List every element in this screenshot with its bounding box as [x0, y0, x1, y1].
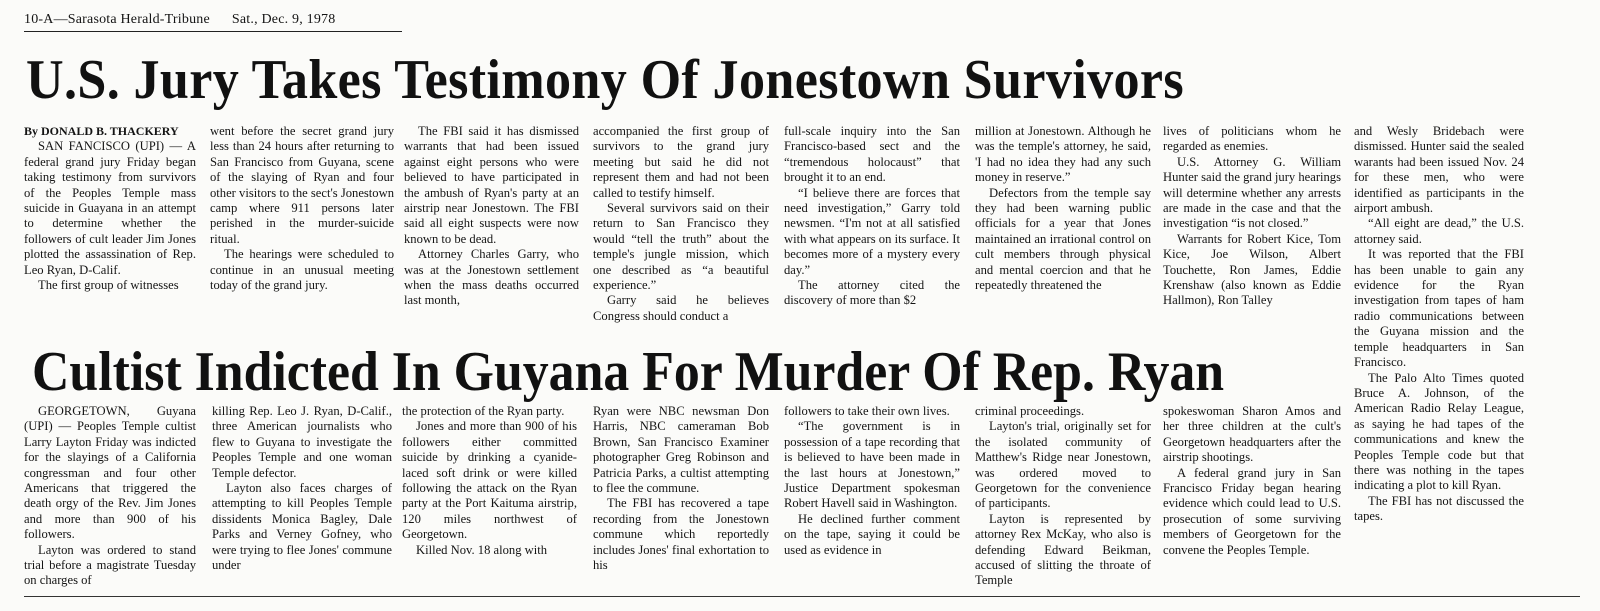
- paragraph: Layton also faces charges of attempting to kill Peoples Temple dissidents Monica Bagley, Dale Parks and Verney Gofney, who were trying to flee Jones' commune under: [212, 481, 392, 573]
- paragraph: million at Jonestown. Although he was the temple's attorney, he said, 'I had no idea they had any such money in reserve.”: [975, 124, 1151, 185]
- story1-column-4: [593, 124, 769, 328]
- headline-jury-testimony: U.S. Jury Takes Testimony Of Jonestown Survivors: [26, 49, 1185, 111]
- paragraph: The first group of witnesses: [38, 278, 179, 293]
- paragraph: spokeswoman Sharon Amos and her three children at the cult's Georgetown headquarters after the airstrip shootings.: [1163, 404, 1341, 465]
- paragraph: accompanied the first group of survivors to the grand jury meeting but said he did not represent them and had not been called to testify himself.: [593, 124, 769, 200]
- paragraph: went before the secret grand jury less than 24 hours after returning to San Francisco from Guyana, scene of the slaying of Ryan and four other visitors to the sect's Jonestown camp where 911 persons later perished in the murder-suicide ritual.: [210, 124, 394, 246]
- story1-column-7: [1163, 124, 1341, 328]
- masthead-section: 10-A—Sarasota Herald-Tribune: [24, 12, 210, 27]
- paragraph: The FBI has recovered a tape recording from the Jonestown commune which reportedly includes Jones' final exhortation to his: [593, 496, 769, 573]
- paragraph: GEORGETOWN, Guyana (UPI) — Peoples Temple cultist Larry Layton Friday was indicted for the slayings of a California congressman and four other Americans that triggered the death orgy of the Rev. Jim Jones and more than 900 of his followers.: [24, 404, 196, 542]
- paragraph: The FBI has not discussed the tapes.: [1354, 493, 1524, 524]
- paragraph: Layton is represented by attorney Rex McKay, who also is defending Edward Beikman, accused of slitting the throate of Temple: [975, 511, 1151, 588]
- paragraph: “I believe there are forces that need investigation,” Garry told newsmen. “I'm not at all satisfied with what appears on its surface. It becomes more of a mystery every day.”: [784, 185, 960, 277]
- story2-column-5: [784, 404, 960, 590]
- paragraph: the protection of the Ryan party.: [402, 404, 565, 418]
- paragraph: The FBI said it has dismissed warrants that had been issued against eight persons who were believed to have participated in the ambush of Ryan's party at an airstrip near Jonestown. The FBI said all eight suspects were now known to be dead.: [404, 124, 579, 246]
- story2-column-2: [212, 404, 392, 590]
- paragraph: Several survivors said on their return to San Francisco they would “tell the truth” about the temple's jungle mission, which one described as “a beautiful experience.”: [593, 201, 769, 293]
- paragraph: Killed Nov. 18 along with: [416, 542, 548, 557]
- story2-column-6: [975, 404, 1151, 590]
- paragraph: criminal proceedings.: [975, 404, 1085, 418]
- masthead-date: Sat., Dec. 9, 1978: [231, 12, 336, 27]
- story2-column-1: [24, 404, 196, 590]
- paragraph: Layton was ordered to stand trial before a magistrate Tuesday on charges of: [24, 542, 196, 588]
- paragraph: full-scale inquiry into the San Francisco-based sect and the “tremendous holocaust” that brought it to an end.: [784, 124, 960, 185]
- paragraph: “All eight are dead,” the U.S. attorney said.: [1354, 216, 1524, 246]
- paragraph: U.S. Attorney G. William Hunter said the grand jury hearings will determine whether any arrests are made in the case and that the investigation “is not closed.”: [1163, 154, 1341, 231]
- paragraph: followers to take their own lives.: [784, 404, 950, 418]
- bottom-rule: [24, 596, 1580, 597]
- paragraph: SAN FANCISCO (UPI) — A federal grand jury Friday began taking testimony from survivors of the Peoples Temple mass suicide in Guayana in an attempt to determine whether the followers of cult leader Jim Jones plotted the assassination of Rep. Leo Ryan, D-Calif.: [24, 139, 196, 277]
- paragraph: and Wesly Bridebach were dismissed. Hunter said the sealed warants had been issued Nov. 24 for these men, who were identified as participants in the airport ambush.: [1354, 124, 1524, 216]
- paragraph: Attorney Charles Garry, who was at the Jonestown settlement when the mass deaths occurred last month,: [404, 247, 579, 308]
- paragraph: Defectors from the temple say they had been warning public officials for a year that Jones maintained an irrational control on cult members through physical and mental coercion and that he repeatedly threatened the: [975, 185, 1151, 293]
- paragraph: The Palo Alto Times quoted Bruce A. Johnson, of the American Radio Relay League, as saying he had tapes of the communications and knew the Peoples Temple code but that there was nothing in the tapes indicating a plot to kill Ryan.: [1354, 370, 1524, 493]
- paragraph: Jones and more than 900 of his followers either committed suicide by drinking a cyanide-laced soft drink or were killed following the attack on the Ryan party at the Port Kaituma airstrip, 120 miles northwest of Georgetown.: [402, 419, 577, 542]
- story2-column-4: [593, 404, 769, 590]
- paragraph: killing Rep. Leo J. Ryan, D-Calif., three American journalists who flew to Guyana to investigate the Peoples Temple and one woman Temple defector.: [212, 404, 392, 480]
- paragraph: “The government is in possession of a tape recording that is believed to have been made in the last hours at Jonestown,” Justice Department spokesman Robert Havell said in Washington.: [784, 419, 960, 511]
- story1-column-5: [784, 124, 960, 328]
- paragraph: Warrants for Robert Kice, Tom Kice, Joe Wilson, Albert Touchette, Ron James, Eddie Krenshaw (also known as Eddie Hallmon), Ron Talley: [1163, 231, 1341, 308]
- story1-column-3: [404, 124, 579, 328]
- story1-column-8: [1354, 124, 1524, 590]
- masthead: [24, 12, 402, 32]
- byline: By DONALD B. THACKERY: [24, 124, 179, 138]
- paragraph: The attorney cited the discovery of more than $2: [784, 278, 960, 308]
- story1-column-1: [24, 124, 196, 328]
- paragraph: The hearings were scheduled to continue in an unusual meeting today of the grand jury.: [210, 247, 394, 293]
- story1-column-6: [975, 124, 1151, 328]
- story1-column-2: [210, 124, 394, 328]
- paragraph: He declined further comment on the tape, saying it could be used as evidence in: [784, 511, 960, 557]
- paragraph: A federal grand jury in San Francisco Friday began hearing evidence which could lead to U.S. prosecution of some surviving members of Georgetown for the convene the Peoples Temple.: [1163, 465, 1341, 557]
- story2-column-3: [402, 404, 577, 590]
- paragraph: lives of politicians whom he regarded as enemies.: [1163, 124, 1341, 154]
- paragraph: Garry said he believes Congress should conduct a: [593, 293, 769, 323]
- headline-cultist-indicted: Cultist Indicted In Guyana For Murder Of Rep. Ryan: [32, 341, 1225, 403]
- story2-column-7: [1163, 404, 1341, 590]
- paragraph: Ryan were NBC newsman Don Harris, NBC cameraman Bob Brown, San Francisco Examiner photographer Greg Robinson and Patricia Parks, a cultist attempting to flee the commune.: [593, 404, 769, 496]
- paragraph: Layton's trial, originally set for the isolated community of Matthew's Ridge near Jonestown, was ordered moved to Georgetown for the convenience of participants.: [975, 419, 1151, 511]
- paragraph: It was reported that the FBI has been unable to gain any evidence for the Ryan investigation from tapes of ham radio communications between the Guyana mission and the temple headquarters in San Francisco.: [1354, 247, 1524, 370]
